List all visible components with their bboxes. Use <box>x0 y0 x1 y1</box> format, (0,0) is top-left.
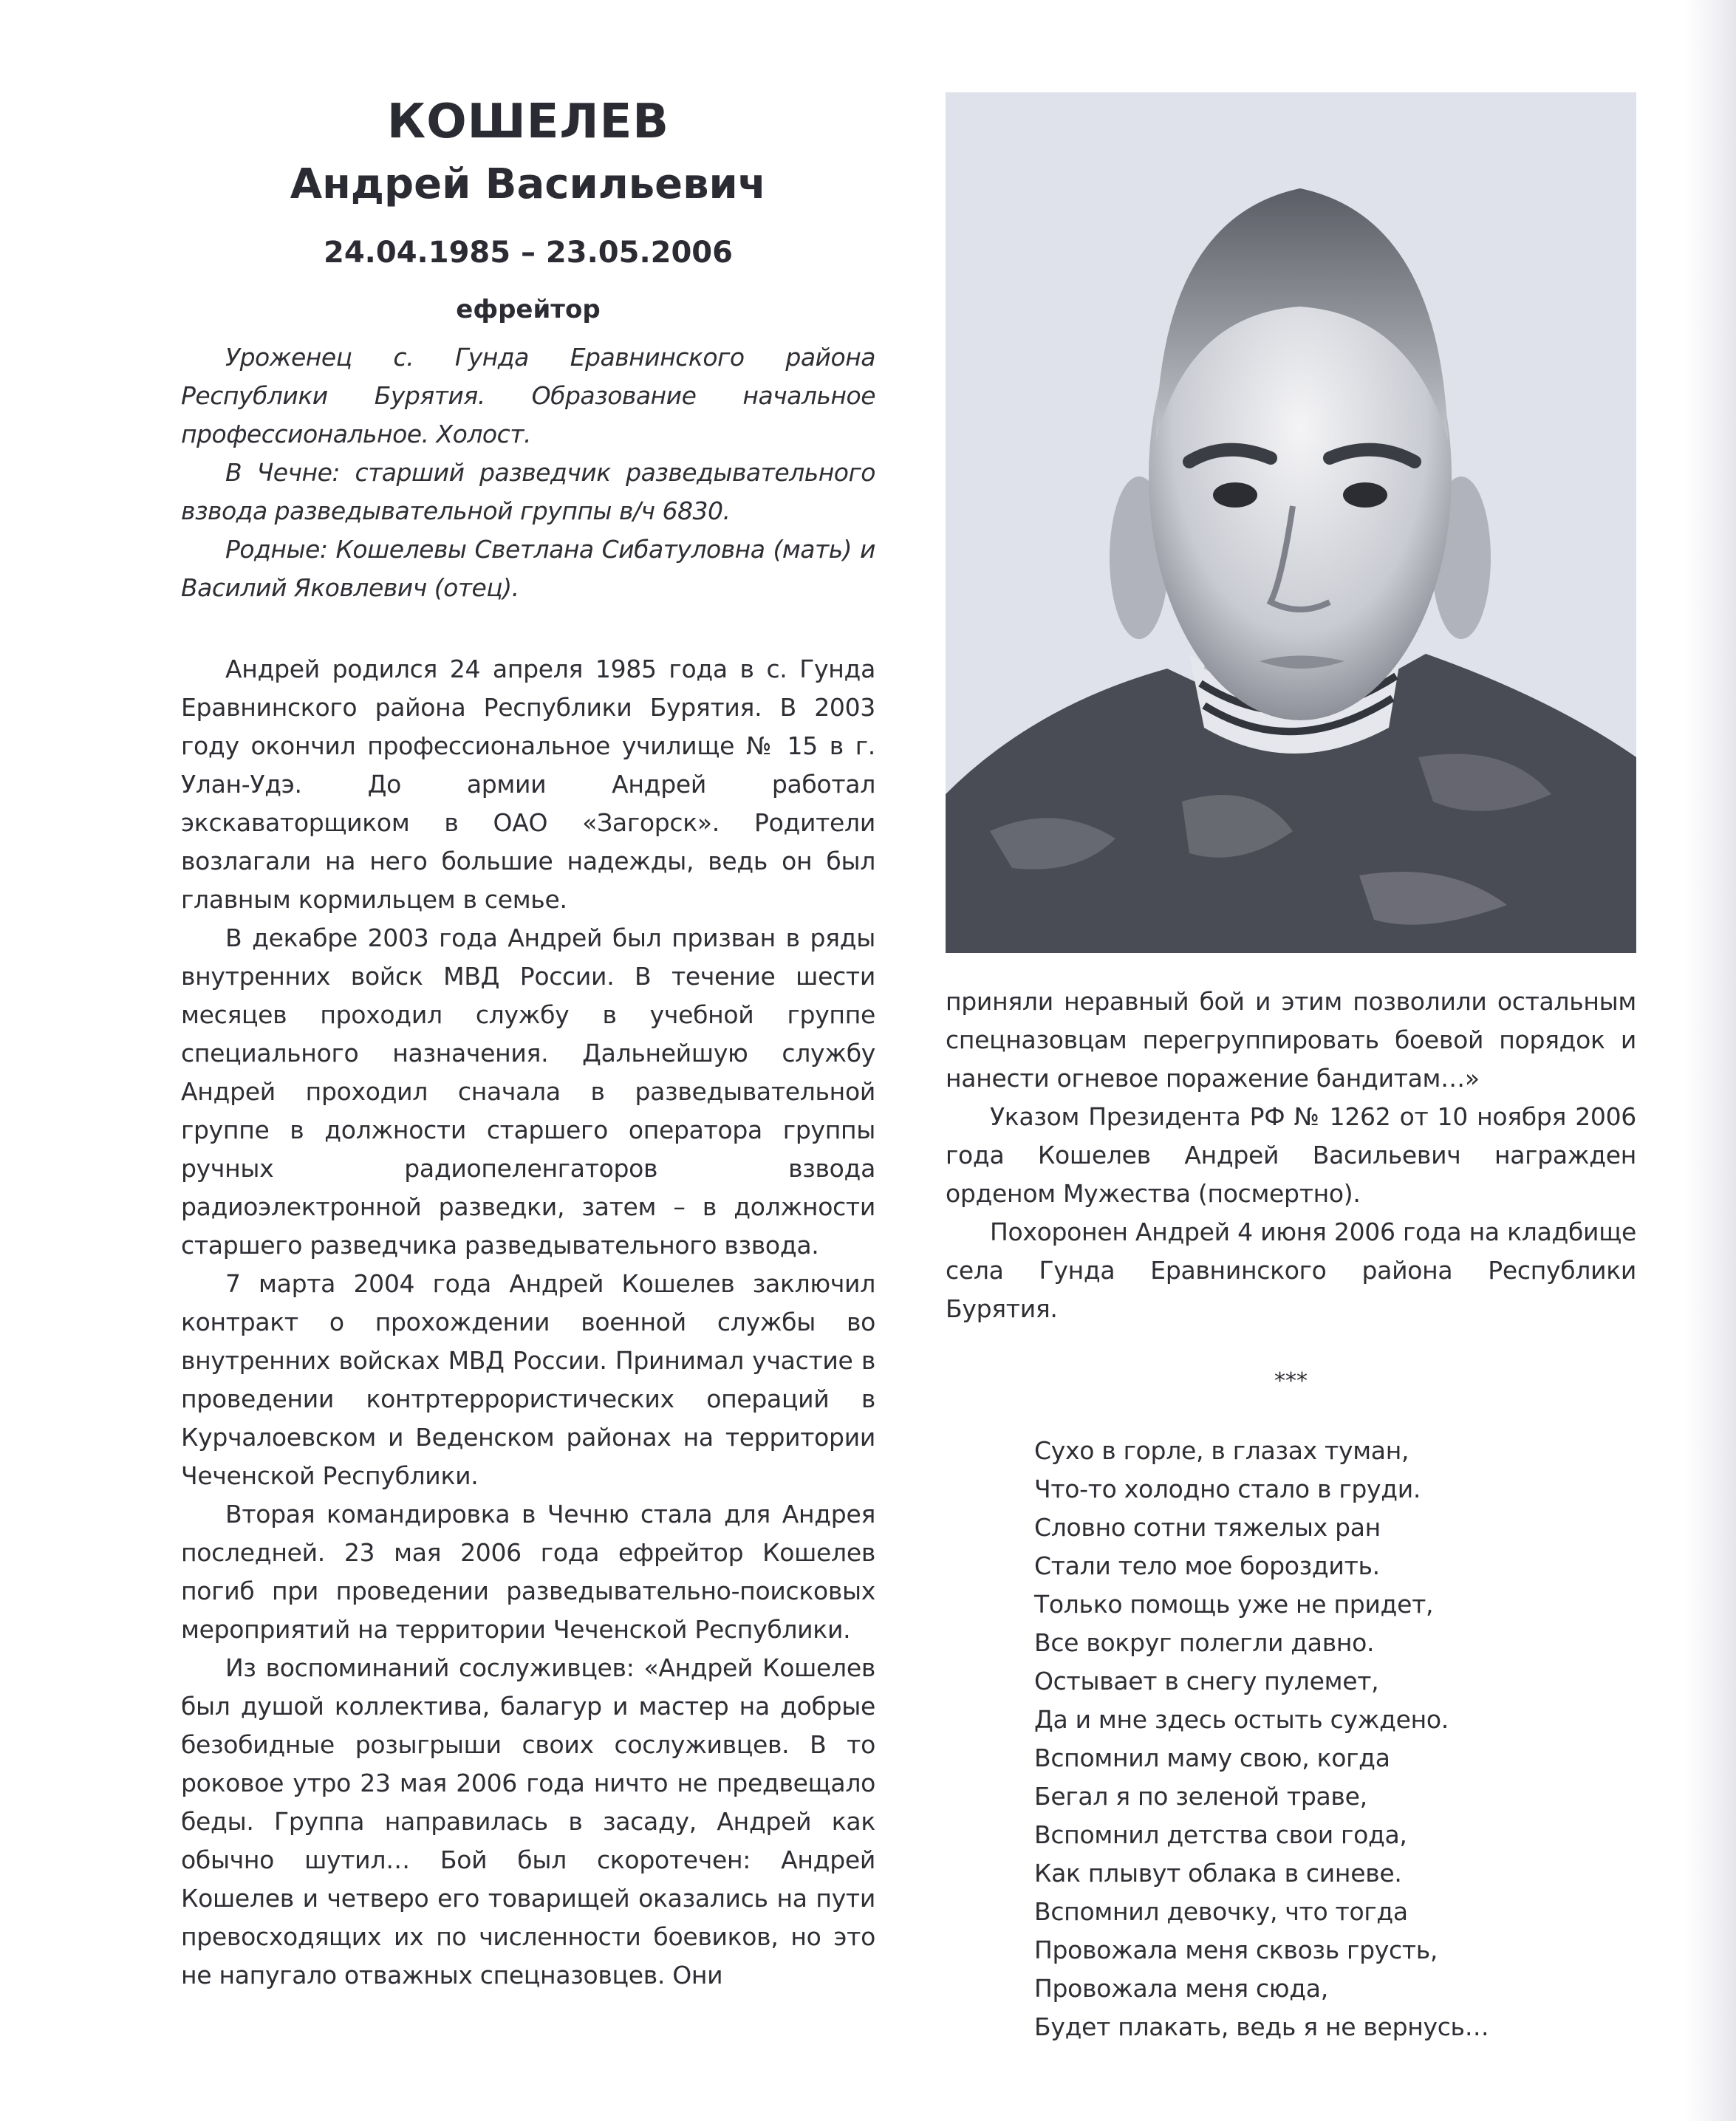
bio-paragraph: Вторая командировка в Чечню стала для Андрея последней. 23 мая 2006 года ефрейтор Кошелев погиб при проведении разведывательно-поисковых мероприятий на территории Чеченской Республики. <box>181 1500 875 1644</box>
portrait-photo <box>946 92 1636 953</box>
poem <box>1034 1432 1636 2046</box>
bio-paragraph: В декабре 2003 года Андрей был призван в ряды внутренних войск МВД России. В течение шести месяцев проходил службу в учебной группе специального назначения. Дальнейшую службу Андрей проходил сначала в разведывательной группе в должности старшего оператора группы ручных радиопеленгаторов взвода радиоэлектронной разведки, затем – в должности старшего разведчика разведывательного взвода. <box>181 923 875 1260</box>
poem-line: Вспомнил маму свою, когда <box>1034 1743 1390 1772</box>
bio-paragraph: Из воспоминаний сослуживцев: «Андрей Кошелев был душой коллектива, балагур и мастер на добрые безобидные розыгрыши своих сослуживцев. В то роковое утро 23 мая 2006 года ничто не предвещало беды. Группа направилась в засаду, Андрей как обычно шутил… Бой был скоротечен: Андрей Кошелев и четверо его товарищей оказались на пути превосходящих их по численности боевиков, но это не напугало отважных спецназовцев. Они <box>181 1653 875 1989</box>
poem-line: Будет плакать, ведь я не вернусь… <box>1034 2012 1489 2041</box>
poem-line: Бегал я по зеленой траве, <box>1034 1782 1367 1811</box>
info-birthplace: Уроженец с. Гунда Еравнинского района Республики Бурятия. Образование начальное профессиональное. Холост. <box>181 343 875 448</box>
page-binding-shadow <box>1684 0 1736 2121</box>
biography-left <box>181 650 875 1995</box>
life-dates: 24.04.1985 – 23.05.2006 <box>324 236 733 270</box>
poem-line: Вспомнил детства свои года, <box>1034 1820 1407 1849</box>
section-separator: *** <box>1274 1368 1308 1394</box>
military-rank: ефрейтор <box>456 295 601 324</box>
bio-burial: Похоронен Андрей 4 июня 2006 года на кладбище села Гунда Еравнинского района Республики Бурятия. <box>946 1217 1636 1323</box>
poem-line: Провожала меня сюда, <box>1034 1974 1328 2003</box>
poem-line: Что-то холодно стало в груди. <box>1034 1475 1421 1503</box>
poem-line: Провожала меня сквозь грусть, <box>1034 1936 1438 1964</box>
poem-line: Вспомнил девочку, что тогда <box>1034 1897 1408 1926</box>
bio-continuation: приняли неравный бой и этим позволили остальным спецназовцам перегруппировать боевой порядок и нанести огневое поражение бандитам…» <box>946 987 1636 1093</box>
poem-line: Как плывут облака в синеве. <box>1034 1859 1402 1888</box>
poem-line: Стали тело мое бороздить. <box>1034 1551 1380 1580</box>
poem-line: Все вокруг полегли давно. <box>1034 1628 1375 1657</box>
bio-paragraph: Андрей родился 24 апреля 1985 года в с. Гунда Еравнинского района Республики Бурятия. В 2003 году окончил профессиональное училище № 15 в г. Улан-Удэ. До армии Андрей работал экскаваторщиком в ОАО «Загорск». Родители возлагали на него большие надежды, ведь он был главным кормильцем в семье. <box>181 655 875 914</box>
personal-info <box>181 338 875 607</box>
surname-heading: КОШЕЛЕВ <box>386 95 670 149</box>
right-column <box>946 983 1636 2046</box>
info-service-position: В Чечне: старший разведчик разведывательного взвода разведывательной группы в/ч 6830. <box>181 458 875 525</box>
poem-line: Сухо в горле, в глазах туман, <box>1034 1436 1409 1465</box>
poem-line: Словно сотни тяжелых ран <box>1034 1513 1381 1542</box>
poem-line: Да и мне здесь остыть суждено. <box>1034 1705 1449 1734</box>
bio-paragraph: 7 марта 2004 года Андрей Кошелев заключил контракт о прохождении военной службы во внутренних войсках МВД России. Принимал участие в проведении контртеррористических операций в Курчалоевском и Веденском районах на территории Чеченской Республики. <box>181 1269 875 1490</box>
left-column <box>181 89 875 1995</box>
poem-line: Только помощь уже не придет, <box>1034 1590 1434 1619</box>
info-relatives: Родные: Кошелевы Светлана Сибатуловна (мать) и Василий Яковлевич (отец). <box>181 535 875 602</box>
name-heading: Андрей Васильевич <box>290 160 767 208</box>
poem-line: Остывает в снегу пулемет, <box>1034 1667 1379 1695</box>
bio-award: Указом Президента РФ № 1262 от 10 ноября 2006 года Кошелев Андрей Васильевич награжден орденом Мужества (посмертно). <box>946 1102 1636 1208</box>
portrait-illustration <box>946 92 1636 953</box>
